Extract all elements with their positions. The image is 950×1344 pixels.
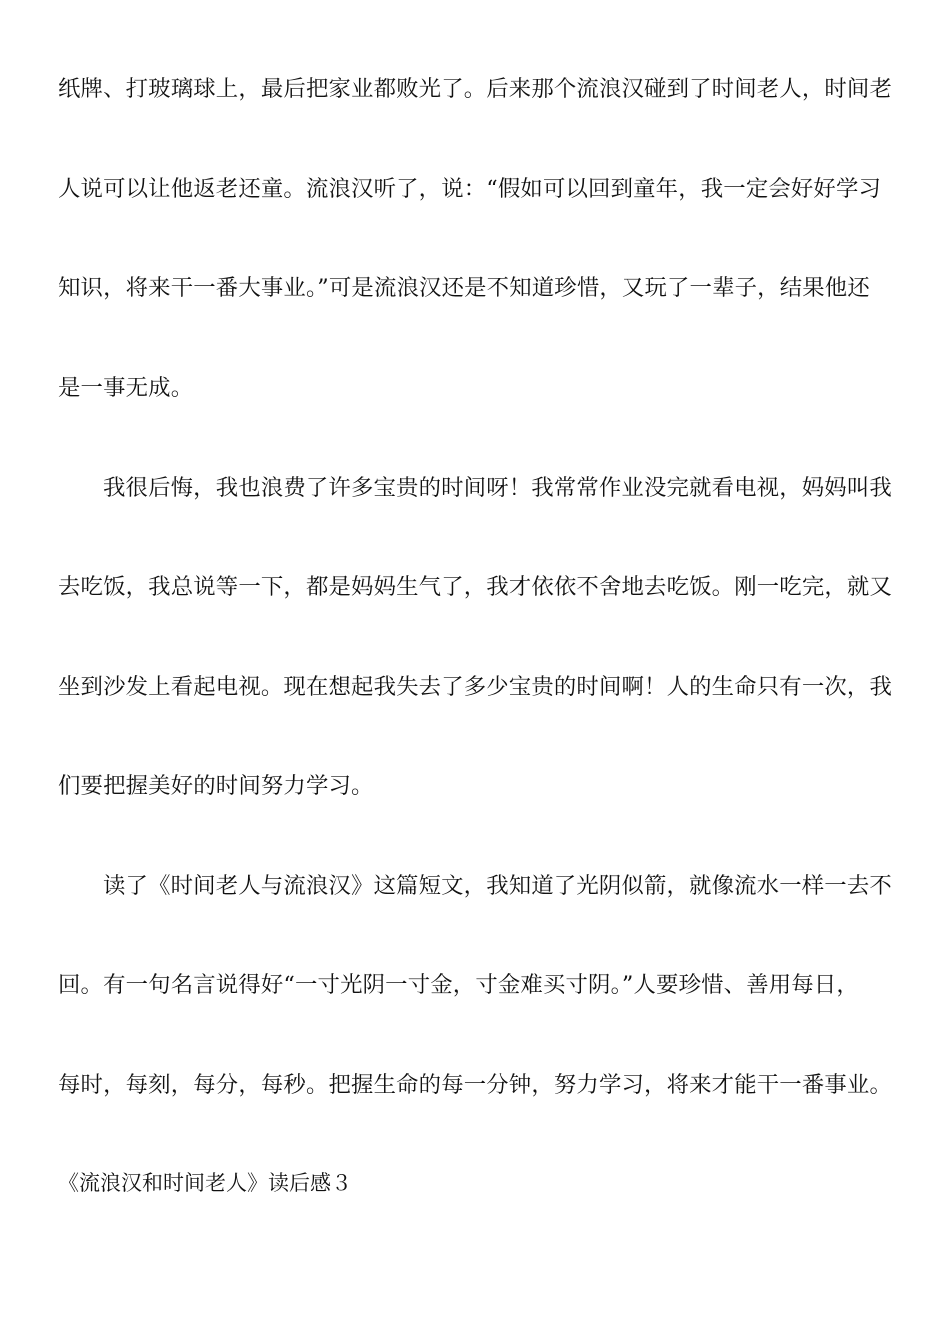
paragraph-line: 坐到沙发上看起电视。现在想起我失去了多少宝贵的时间啊！人的生命只有一次，我 [58,674,893,700]
paragraph-line: 每时，每刻，每分，每秒。把握生命的每一分钟，努力学习，将来才能干一番事业。 [58,1072,893,1098]
paragraph-line: 知识，将来干一番大事业。”可是流浪汉还是不知道珍惜，又玩了一辈子，结果他还 [58,275,870,301]
paragraph-line: 人说可以让他返老还童。流浪汉听了，说：“假如可以回到童年，我一定会好好学习 [58,176,882,202]
section-heading: 《流浪汉和时间老人》读后感３ [58,1171,352,1195]
paragraph-line: 回。有一句名言说得好“一寸光阴一寸金，寸金难买寸阴。”人要珍惜、善用每日， [58,972,859,998]
paragraph-line: 是一事无成。 [58,375,194,401]
paragraph-line: 们要把握美好的时间努力学习。 [58,773,374,799]
paragraph-line: 纸牌、打玻璃球上，最后把家业都败光了。后来那个流浪汉碰到了时间老人，时间老 [58,76,893,102]
paragraph-line: 读了《时间老人与流浪汉》这篇短文，我知道了光阴似箭，就像流水一样一去不 [103,873,892,899]
paragraph-line: 去吃饭，我总说等一下，都是妈妈生气了，我才依依不舍地去吃饭。刚一吃完，就又 [58,574,893,600]
paragraph-line: 我很后悔，我也浪费了许多宝贵的时间呀！我常常作业没完就看电视，妈妈叫我 [103,475,892,501]
